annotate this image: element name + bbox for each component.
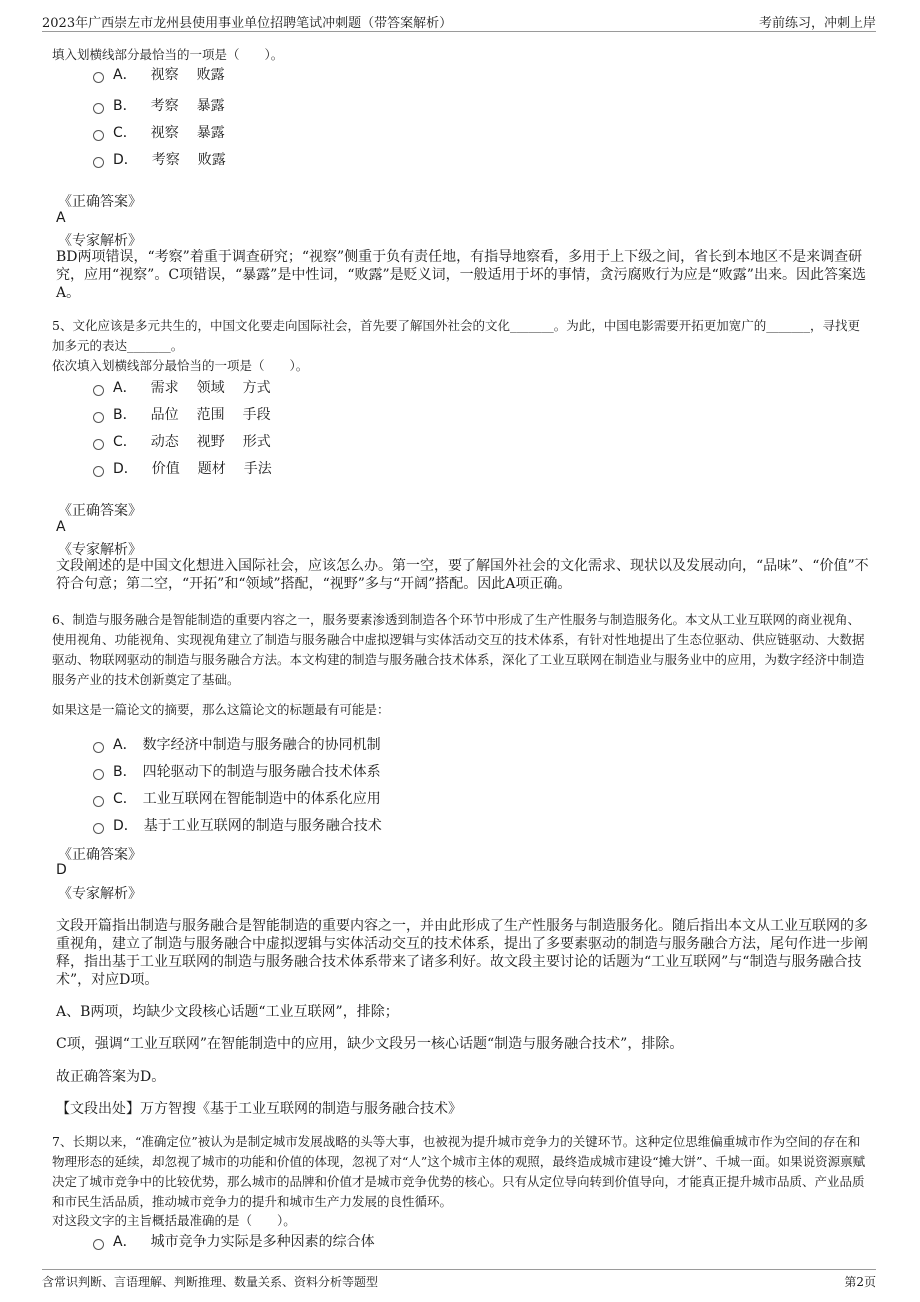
- q5-answer: A: [56, 519, 66, 535]
- q6-option-a[interactable]: A． 数字经济中制造与服务融合的协同机制: [93, 733, 381, 755]
- radio-icon[interactable]: [93, 157, 104, 168]
- q5-option-b[interactable]: B． 品位 范围 手段: [93, 403, 289, 425]
- radio-icon[interactable]: [93, 130, 104, 141]
- header-slogan: 考前练习，冲刺上岸: [758, 16, 876, 31]
- q4-option-a[interactable]: A． 视察 败露: [93, 63, 243, 85]
- document-title: 2023年广西崇左市龙州县使用事业单位招聘笔试冲刺题（带答案解析）: [42, 16, 453, 31]
- radio-icon[interactable]: [93, 103, 104, 114]
- radio-icon[interactable]: [93, 769, 104, 780]
- radio-icon[interactable]: [93, 796, 104, 807]
- q5-option-d[interactable]: D． 价值 题材 手法: [93, 457, 290, 479]
- q4-answer: A: [56, 210, 66, 226]
- q7-option-a[interactable]: A． 城市竞争力实际是多种因素的综合体: [93, 1230, 375, 1252]
- radio-icon[interactable]: [93, 1239, 104, 1250]
- q6-option-b[interactable]: B． 四轮驱动下的制造与服务融合技术体系: [93, 760, 381, 782]
- q5-answer-label: 《正确答案》: [58, 503, 142, 519]
- q4-option-b[interactable]: B． 考察 暴露: [93, 94, 243, 116]
- q5-analysis: 文段阐述的是中国文化想进入国际社会，应该怎么办。第一空，要了解国外社会的文化需求、现状以及发展动向，“品味”、“价值”不符合句意；第二空，“开拓”和“领域”搭配，“视野”多与“开阔”搭配。因此A项正确。: [56, 558, 869, 592]
- radio-icon[interactable]: [93, 72, 104, 83]
- q6-option-d[interactable]: D． 基于工业互联网的制造与服务融合技术: [93, 814, 382, 836]
- q4-option-d[interactable]: D． 考察 败露: [93, 148, 244, 170]
- q6-analysis-p2: A、B两项，均缺少文段核心话题“工业互联网”，排除；: [56, 1004, 399, 1020]
- radio-icon[interactable]: [93, 385, 104, 396]
- q4-option-c[interactable]: C． 视察 暴露: [93, 121, 243, 143]
- q6-analysis-p3: C项，强调“工业互联网”在智能制造中的应用，缺少文段另一核心话题“制造与服务融合技术”，排除。: [56, 1036, 684, 1052]
- q6-analysis-label: 《专家解析》: [58, 886, 142, 902]
- q5-prompt: 依次填入划横线部分最恰当的一项是（ ）。: [52, 358, 309, 373]
- q6-option-c[interactable]: C． 工业互联网在智能制造中的体系化应用: [93, 787, 381, 809]
- q4-analysis: BD两项错误，“考察”着重于调查研究；“视察”侧重于负有责任地，有指导地察看，多用于上下级之间，省长到本地区不是来调查研究，应用“视察”。C项错误，“暴露”是中性词，“败露”是贬义词，一般适用于坏的事情，贪污腐败行为应是“败露”出来。因此答案选A。: [56, 249, 866, 301]
- q4-analysis-label: 《专家解析》: [58, 233, 142, 249]
- q5-option-a[interactable]: A． 需求 领域 方式: [93, 376, 289, 398]
- q6-prompt: 如果这是一篇论文的摘要，那么这篇论文的标题最有可能是：: [52, 702, 390, 717]
- q6-analysis-p1: 文段开篇指出制造与服务融合是智能制造的重要内容之一，并由此形成了生产性服务与制造服务化。随后指出本文从工业互联网的多重视角，建立了制造与服务融合中虚拟逻辑与实体活动交互的技术体系，提出了多要素驱动的制造与服务融合方法，尾句作进一步阐释，指出基于工业互联网的制造与服务融合技术体系带来了诸多利好。故文段主要讨论的话题为“工业互联网”与“制造与服务融合技术”，对应D项。: [56, 918, 868, 988]
- q4-answer-label: 《正确答案》: [58, 194, 142, 210]
- radio-icon[interactable]: [93, 466, 104, 477]
- page-number: 第2页: [844, 1275, 876, 1289]
- q5-analysis-label: 《专家解析》: [58, 542, 142, 558]
- q6-answer: D: [56, 862, 67, 878]
- q5-stem: 5、文化应该是多元共生的，中国文化要走向国际社会，首先要了解国外社会的文化_______。为此，中国电影需要开拓更加宽广的_______，寻找更加多元的表达_______。: [52, 318, 860, 353]
- radio-icon[interactable]: [93, 742, 104, 753]
- q6-answer-label: 《正确答案》: [58, 847, 142, 863]
- radio-icon[interactable]: [93, 412, 104, 423]
- q6-source: 【文段出处】万方智搜《基于工业互联网的制造与服务融合技术》: [56, 1101, 462, 1117]
- q7-stem: 7、长期以来，“准确定位”被认为是制定城市发展战略的头等大事，也被视为提升城市竞争力的关键环节。这种定位思维偏重城市作为空间的存在和物理形态的延续，却忽视了城市的功能和价值的体现，忽视了对“人”这个城市主体的观照，最终造成城市建设“摊大饼”、千城一面。如果说资源禀赋决定了城市竞争中的比较优势，那么城市的品牌和价值才是城市竞争优势的核心。只有从定位导向转到价值导向，才能真正提升城市品质、产业品质和市民生活品质，推动城市竞争力的提升和城市生产力发展的良性循环。: [52, 1134, 866, 1209]
- radio-icon[interactable]: [93, 439, 104, 450]
- footer-description: 含常识判断、言语理解、判断推理、数量关系、资料分析等题型: [42, 1275, 379, 1289]
- page-footer: [42, 1269, 876, 1291]
- q6-stem: 6、制造与服务融合是智能制造的重要内容之一，服务要素渗透到制造各个环节中形成了生产性服务与制造服务化。本文从工业互联网的商业视角、使用视角、功能视角、实现视角建立了制造与服务融合中虚拟逻辑与实体活动交互的技术体系，有针对性地提出了生态位驱动、供应链驱动、大数据驱动、物联网驱动的制造与服务融合方法。本文构建的制造与服务融合技术体系，深化了工业互联网在制造业与服务业中的应用，为数字经济中制造服务产业的技术创新奠定了基础。: [52, 612, 865, 687]
- page-header: [42, 10, 876, 32]
- q4-prompt: 填入划横线部分最恰当的一项是（ ）。: [52, 47, 284, 62]
- q5-option-c[interactable]: C． 动态 视野 形式: [93, 430, 289, 452]
- q7-prompt: 对这段文字的主旨概括最准确的是（ ）。: [52, 1213, 296, 1228]
- radio-icon[interactable]: [93, 823, 104, 834]
- q6-analysis-p4: 故正确答案为D。: [56, 1069, 166, 1085]
